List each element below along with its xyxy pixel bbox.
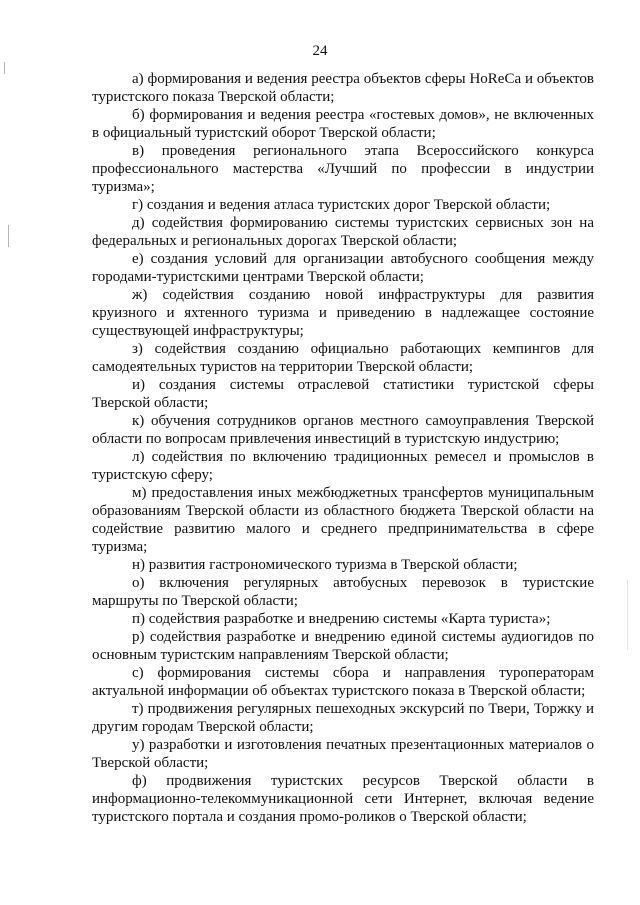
list-item: т) продвижения регулярных пешеходных экскурсий по Твери, Торжку и другим городам Тверской области;: [92, 701, 594, 735]
list-item: з) содействия созданию официально работающих кемпингов для самодеятельных туристов на территории Тверской области;: [92, 341, 594, 375]
list-item: в) проведения регионального этапа Всероссийского конкурса профессионального мастерства «Лучший по профессии в индустрии туризма»;: [92, 143, 594, 195]
list-item: к) обучения сотрудников органов местного самоуправления Тверской области по вопросам привлечения инвестиций в туристскую индустрию;: [92, 413, 594, 447]
scan-mark: [8, 225, 9, 247]
list-item: с) формирования системы сбора и направления туроператорам актуальной информации об объектах туристского показа в Тверской области;: [92, 665, 594, 699]
list-item: е) создания условий для организации автобусного сообщения между городами-туристскими центрами Тверской области;: [92, 251, 594, 285]
list-item: п) содействия разработке и внедрению системы «Карта туриста»;: [132, 611, 551, 627]
list-item: д) содействия формированию системы туристских сервисных зон на федеральных и региональных дорогах Тверской области;: [92, 215, 594, 249]
list-item: у) разработки и изготовления печатных презентационных материалов о Тверской области;: [92, 737, 594, 771]
list-item: ж) содействия созданию новой инфраструктуры для развития круизного и яхтенного туризма и приведению в надлежащее состояние существующей инфраструктуры;: [92, 287, 594, 339]
list-item: р) содействия разработке и внедрению единой системы аудиогидов по основным туристским направлениям Тверской области;: [92, 629, 594, 663]
list-item: б) формирования и ведения реестра «гостевых домов», не включенных в официальный туристский оборот Тверской области;: [92, 107, 594, 141]
list-item: ф) продвижения туристских ресурсов Тверской области в информационно-телекоммуникационной сети Интернет, включая ведение туристского портала и создания промо-роликов о Тверской области;: [92, 773, 594, 825]
scan-mark: [627, 580, 628, 650]
list-item: н) развития гастрономического туризма в Тверской области;: [132, 557, 518, 573]
list-item: г) создания и ведения атласа туристских дорог Тверской области;: [132, 197, 551, 213]
document-body: [92, 70, 594, 826]
list-item: а) формирования и ведения реестра объектов сферы HoReCa и объектов туристского показа Тверской области;: [92, 71, 594, 105]
list-item: л) содействия по включению традиционных ремесел и промыслов в туристскую сферу;: [92, 449, 594, 483]
list-item: и) создания системы отраслевой статистики туристской сферы Тверской области;: [92, 377, 594, 411]
list-item: о) включения регулярных автобусных перевозок в туристские маршруты по Тверской области;: [92, 575, 594, 609]
list-item: м) предоставления иных межбюджетных трансфертов муниципальным образованиям Тверской области из областного бюджета Тверской области на содействие развитию малого и среднего предпринимательства в сфере туризма;: [92, 485, 594, 555]
page-number: 24: [312, 43, 328, 59]
scan-mark: [4, 62, 5, 74]
